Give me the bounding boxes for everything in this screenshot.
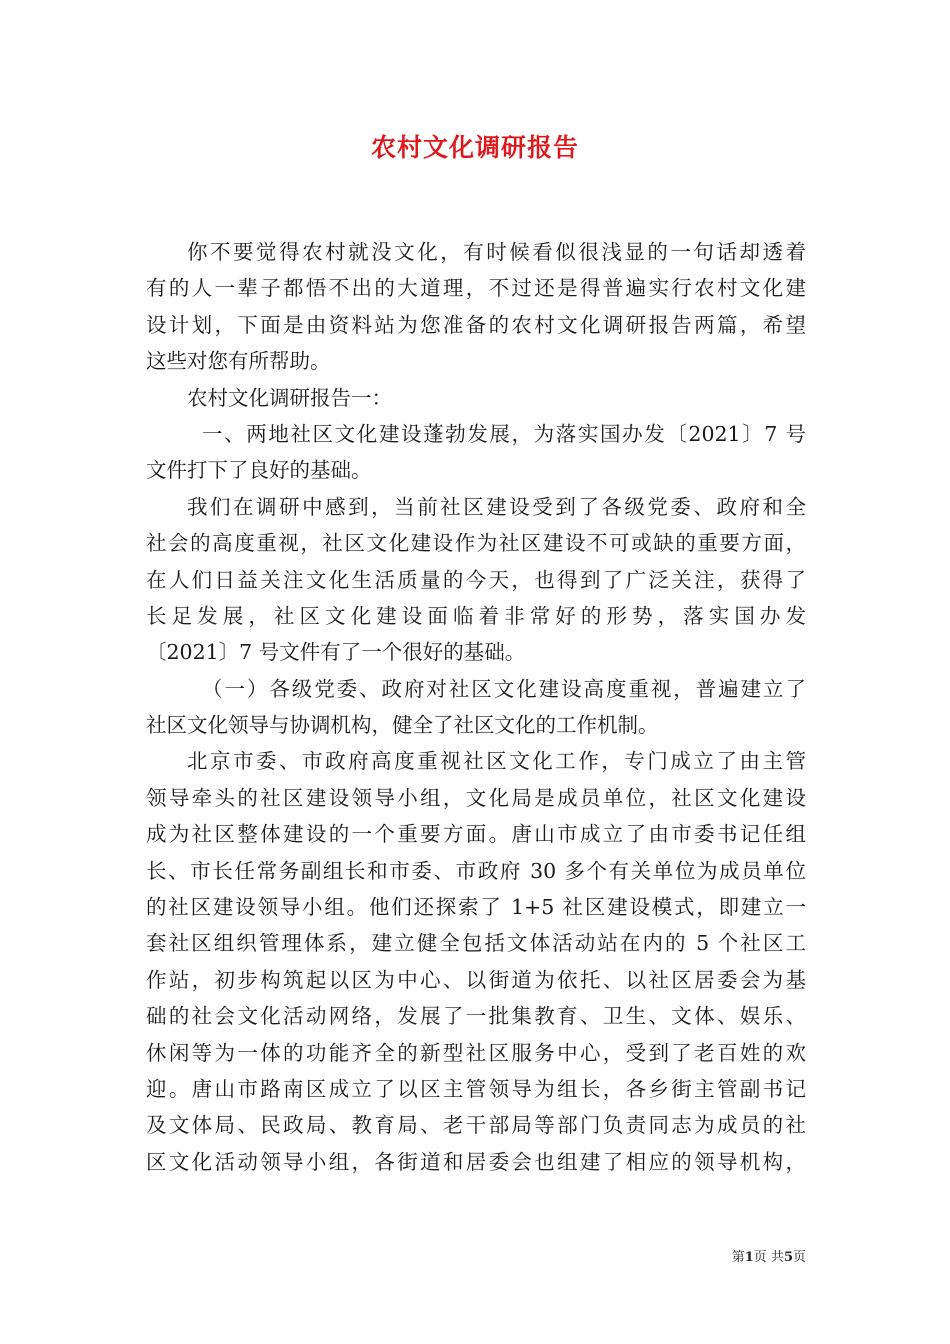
footer-prefix: 第: [731, 1250, 745, 1265]
paragraph-line: 及文体局、民政局、教育局、老干部局等部门负责同志为成员的社: [146, 1113, 806, 1138]
footer-total-pages: 5: [783, 1250, 793, 1265]
paragraph-line: 套社区组织管理体系，建立健全包括文体活动站在内的 5 个社区工: [146, 931, 806, 956]
paragraph-line: 础的社会文化活动网络，发展了一批集教育、卫生、文体、娱乐、: [146, 1004, 806, 1029]
paragraph-line: 成为社区整体建设的一个重要方面。唐山市成立了由市委书记任组: [146, 822, 806, 847]
paragraph-line: 长、市长任常务副组长和市委、市政府 30 多个有关单位为成员单位: [146, 858, 806, 883]
paragraph-line: 社会的高度重视，社区文化建设作为社区建设不可或缺的重要方面，: [146, 531, 806, 556]
paragraph-line: 作站，初步构筑起以区为中心、以街道为依托、以社区居委会为基: [146, 967, 806, 992]
paragraph-line: 这些对您有所帮助。: [146, 349, 331, 374]
footer-page-number: 1: [744, 1250, 754, 1265]
paragraph-line: 区文化活动领导小组，各街道和居委会也组建了相应的领导机构，: [146, 1149, 806, 1174]
paragraph-line: 设计划，下面是由资料站为您准备的农村文化调研报告两篇，希望: [146, 312, 806, 337]
paragraph-line: 的社区建设领导小组。他们还探索了 1+5 社区建设模式，即建立一: [146, 895, 806, 920]
paragraph-line: 在人们日益关注文化生活质量的今天，也得到了广泛关注，获得了: [146, 567, 806, 592]
paragraph-line: 一、两地社区文化建设蓬勃发展，为落实国办发〔2021〕7 号: [202, 421, 806, 446]
paragraph-line: 文件打下了良好的基础。: [146, 458, 372, 483]
paragraph-line: 你不要觉得农村就没文化，有时候看似很浅显的一句话却透着: [187, 240, 806, 264]
footer-middle: 页 共: [753, 1250, 784, 1265]
footer-suffix: 页: [792, 1250, 806, 1265]
paragraph-line: 长足发展，社区文化建设面临着非常好的形势，落实国办发: [146, 603, 806, 628]
document-body: [146, 234, 806, 1180]
paragraph-line: 农村文化调研报告一：: [187, 385, 392, 410]
paragraph-line: 休闲等为一体的功能齐全的新型社区服务中心，受到了老百姓的欢: [146, 1040, 806, 1065]
paragraph-line: （一）各级党委、政府对社区文化建设高度重视，普遍建立了: [202, 676, 806, 701]
paragraph-line: 迎。唐山市路南区成立了以区主管领导为组长，各乡街主管副书记: [146, 1076, 806, 1101]
document-title: 农村文化调研报告: [370, 133, 579, 162]
page-footer: [732, 1246, 806, 1265]
paragraph-line: 领导牵头的社区建设领导小组，文化局是成员单位，社区文化建设: [146, 785, 806, 810]
paragraph-line: 有的人一辈子都悟不出的大道理，不过还是得普遍实行农村文化建: [146, 276, 806, 301]
paragraph-line: 我们在调研中感到，当前社区建设受到了各级党委、政府和全: [187, 494, 806, 519]
paragraph-line: 北京市委、市政府高度重视社区文化工作，专门成立了由主管: [187, 749, 806, 774]
paragraph-line: 社区文化领导与协调机构，健全了社区文化的工作机制。: [146, 713, 659, 738]
paragraph-line: 〔2021〕7 号文件有了一个很好的基础。: [146, 640, 526, 665]
